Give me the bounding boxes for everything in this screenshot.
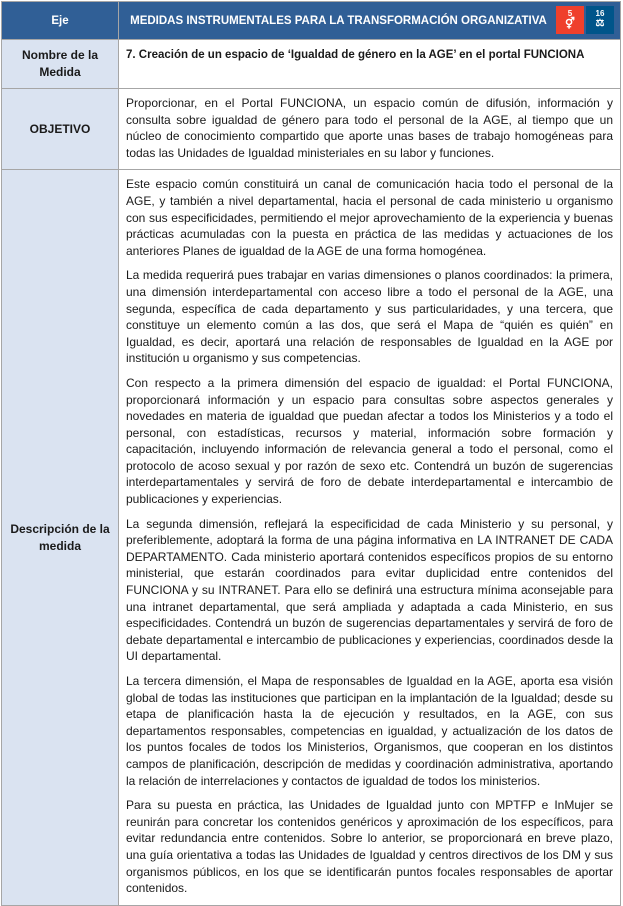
description-row <box>2 170 621 905</box>
name-row <box>2 40 621 89</box>
description-paragraph: Con respecto a la primera dimensión del espacio de igualdad: el Portal FUNCIONA, proporcionará información y un espacio para consultas sobre aspectos generales y novedades en materia de igualdad que puedan afectar a todos los Ministerios y a todo el personal, con estadísticas, recursos y material, información sobre formación y capacitación, incluyendo información de relevancia general a todo el personal, como el protocolo de acoso sexual y por razón de sexo etc. Contendrá un buzón de sugerencias interdepartamentales y servirá de foro de debate interdepartamental e intercambio de publicaciones y experiencias. <box>126 375 613 507</box>
sdg-5-gender-equality-icon: 5 ⚥ <box>556 6 584 34</box>
header-eje: Eje <box>2 2 119 40</box>
description-paragraph: Para su puesta en práctica, las Unidades de Igualdad junto con MPTFP e InMujer se reunirán para concretar los contenidos genéricos y aproximación de los específicos, para evitar redundancia entre contenidos. Sobre lo anterior, se proporcionará en breve plazo, una guía orientativa a todas las Unidades de Igualdad y centros directivos de los DM y sus organismos públicos, en los que se identificarán puntos focales responsables de aportar contenidos. <box>126 798 613 896</box>
measure-name: 7. Creación de un espacio de ‘Igualdad de género en la AGE’ en el portal FUNCIONA <box>119 40 621 89</box>
measure-table <box>1 1 621 906</box>
header-title-cell <box>119 2 621 40</box>
name-label: Nombre de la Medida <box>2 40 119 89</box>
description-paragraph: La segunda dimensión, reflejará la especificidad de cada Ministerio y su personal, y preferiblemente, adoptará la forma de una página informativa en LA INTRANET DE CADA DEPARTAMENTO. Cada ministerio aportará contenidos específicos propios de su entorno ministerial, que estarán coordinados para evitar duplicidad entre contenidos del FUNCIONA y su INTRANET. Para ello se definirá una estructura mínima aconsejable para una intranet departamental, que será ampliada y adaptada a cada Ministerio, en sus especificidades. Contendrá un buzón de sugerencias departamentales y servirá de foro de debate departamental e intercambio de publicaciones y experiencias, coordinados desde la UI departamental. <box>126 516 613 664</box>
description-paragraph: Este espacio común constituirá un canal de comunicación hacia todo el personal de la AGE, y también a nivel departamental, hacia el personal de cada ministerio u organismo con sus especificidades, permitiendo el mejor aprovechamiento de la experiencia y buenas prácticas acumuladas con la puesta en práctica de las medidas y actuaciones de los anteriores Planes de igualdad de la AGE de una forma homogénea. <box>126 177 613 258</box>
description-paragraph: La tercera dimensión, el Mapa de responsables de Igualdad en la AGE, aporta esa visión global de todas las instituciones que participan en la implantación de la Igualdad; desde su etapa de planificación hasta la de ejecución y resultados, en la AGE, con sus departamentos responsables, competencias en igualdad, y actualización de los datos de los puntos focales de todos los Ministerios, Organismos, que cooperan en los distintos campos de planificación, descripción de medidas y coordinación administrativa, aportando la relación de interrelaciones y contactos de igualdad de todos los ministerios. <box>126 674 613 788</box>
objective-row <box>2 89 621 170</box>
sdg-16-peace-justice-icon: 16 ⚖ <box>586 6 614 34</box>
description-paragraph: La medida requerirá pues trabajar en varias dimensiones o planos coordinados: la primera, una dimensión interdepartamental con acceso libre a todo el personal de la AGE, una segunda, específica de cada departamento y sus particularidades, y una tercera, que constituye un elemento común a las dos, que será el Mapa de “quién es quién” en Igualdad, es decir, aportará una relación de responsables de Igualdad en la AGE por institución u organismo y sus competencias. <box>126 268 613 366</box>
sdg-icons <box>556 6 614 34</box>
objective-label: OBJETIVO <box>2 89 119 170</box>
description-text-cell <box>119 170 621 905</box>
header-row <box>2 2 621 40</box>
description-label: Descripción de la medida <box>2 170 119 905</box>
header-title: MEDIDAS INSTRUMENTALES PARA LA TRANSFORMACIÓN ORGANIZATIVA <box>130 14 547 27</box>
objective-text: Proporcionar, en el Portal FUNCIONA, un espacio común de difusión, información y consulta sobre igualdad de género para todo el personal de la AGE, al tiempo que un núcleo de conocimiento compartido que aporte unas bases de trabajo homogéneas para todas las Unidades de Igualdad ministeriales en su labor y funciones. <box>126 96 613 160</box>
objective-text-cell <box>119 89 621 170</box>
